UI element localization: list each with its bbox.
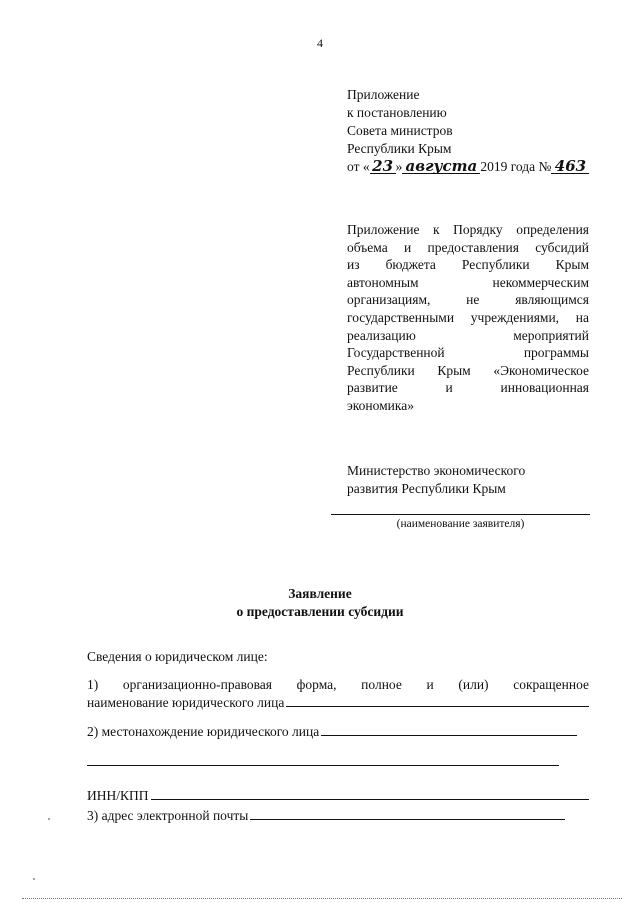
document-title: Заявление [288, 586, 352, 601]
appendix-line: к постановлению [347, 105, 447, 120]
date-mid: » [395, 159, 403, 174]
scan-artifact [48, 818, 50, 820]
order-appendix-line: Государственной программы [347, 345, 589, 361]
order-appendix-line: объема и предоставления субсидий [347, 239, 589, 255]
appendix-line: Совета министров [347, 123, 453, 138]
appendix-line: Республики Крым [347, 141, 452, 156]
location-field-continuation[interactable] [87, 765, 559, 766]
order-appendix-line: Республики Крым «Экономическое [347, 362, 589, 378]
date-prefix: от « [347, 159, 370, 174]
section-heading: Сведения о юридическом лице: [87, 649, 268, 664]
order-appendix-line: реализацию мероприятий [347, 327, 589, 343]
applicant-name-field[interactable] [331, 514, 590, 515]
order-appendix-line: из бюджета Республики Крым [347, 257, 589, 273]
date-month-handwritten: августа [402, 159, 480, 174]
order-appendix-block [347, 221, 589, 415]
addressee-line: развития Республики Крым [347, 481, 506, 496]
inn-label: ИНН/КПП [87, 788, 149, 803]
order-appendix-line: экономика» [347, 397, 414, 413]
addressee-block [347, 462, 525, 498]
appendix-line: Приложение [347, 87, 420, 102]
applicant-caption: (наименование заявителя) [396, 518, 525, 530]
appendix-block [347, 86, 589, 176]
order-appendix-line: Приложение к Порядку определения [347, 222, 589, 237]
date-day-handwritten: 23 [370, 159, 396, 174]
order-appendix-line: развитие и инновационная [347, 380, 589, 396]
location-field[interactable] [321, 723, 577, 736]
item3-label: 3) адрес электронной почты [87, 808, 249, 823]
item1-label-line2: наименование юридического лица [87, 695, 285, 710]
form-item-email [87, 807, 565, 825]
item2-label: 2) местонахождение юридического лица [87, 724, 320, 739]
order-appendix-line: организациям, не являющимся [347, 292, 589, 308]
item1-label-line1: 1) организационно-правовая форма, полное и (или) сокращенное [87, 677, 589, 692]
email-field[interactable] [250, 807, 565, 820]
page-number: 4 [317, 36, 323, 50]
addressee-line: Министерство экономического [347, 463, 526, 478]
inn-kpp-field[interactable] [151, 787, 589, 800]
form-item-inn [87, 787, 589, 805]
document-subtitle: о предоставлении субсидии [236, 604, 404, 619]
scan-artifact [33, 878, 35, 880]
legal-name-field[interactable] [286, 694, 589, 707]
footer-scan-edge [22, 898, 622, 899]
date-year: 2019 года № [480, 159, 552, 174]
appendix-date-line [347, 158, 589, 176]
order-number-handwritten: 463 [551, 159, 589, 174]
form-item-location [87, 723, 577, 741]
order-appendix-line: автономным некоммерческим [347, 274, 589, 290]
order-appendix-line: государственными учреждениями, на [347, 309, 589, 325]
form-item-legal-name [87, 676, 589, 712]
